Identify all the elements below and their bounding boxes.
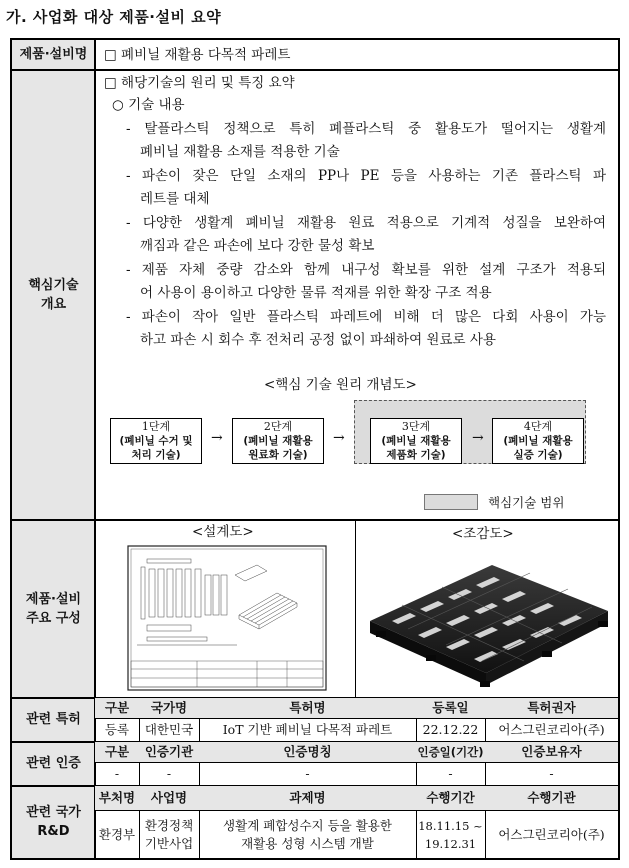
cert-label-cell [12,742,95,786]
step-4-stage: 4단계 [523,420,553,433]
bullet-5-line2: 하고 파손 시 회수 후 전처리 공정 없이 파쇄하여 원료로 사용 [140,332,496,348]
cert-header-holder: 인증보유자 [485,742,618,762]
patent-type: 등록 [104,722,130,737]
structure-label-line1: 제품·설비 [25,591,82,607]
summary-table [10,38,620,860]
diagram-title: <핵심 기술 원리 개념도> [264,377,417,393]
structure-label-cell [12,520,95,698]
design-drawing [127,545,327,691]
arrow-3: → [472,430,484,446]
rnd-program [139,811,199,858]
product-label-cell [12,40,95,70]
step-2-stage: 2단계 [263,420,293,433]
rnd-header-ministry: 부처명 [95,786,139,810]
rnd-task-line1: 생활계 폐합성수지 등을 활용한 [223,817,392,833]
legend-swatch [424,494,478,510]
core-label-line2: 개요 [40,297,67,312]
rnd-label-line2: R&D [37,824,70,839]
step-1-line2: 처리 기술) [131,449,181,461]
rnd-header-period: 수행기간 [416,786,485,810]
bullet-5-line1: - 파손이 작아 일반 플라스틱 파레트에 비해 더 많은 다회 사용이 가능 [126,309,606,325]
patent-country: 대한민국 [144,722,194,737]
step-4-box [492,418,584,464]
content-title: ○ 기술 내용 [112,97,185,113]
step-3-line2: 제품화 기술) [386,449,446,461]
cert-header-name: 인증명칭 [199,742,416,762]
cert-header-date: 인증일(기간) [416,742,485,762]
core-label-cell [12,70,95,520]
cert-header-agency: 인증기관 [139,742,199,762]
summary-title: □ 해당기술의 원리 및 특징 요약 [104,75,295,91]
bullet-2-line1: - 파손이 잦은 단일 소재의 PP나 PE 등을 사용하는 기존 플라스틱 파 [126,168,606,184]
bullet-1-line2: 폐비닐 재활용 소재를 적용한 기술 [140,144,340,160]
step-3-line1: (폐비닐 재활용 [381,435,451,447]
patent-header-type: 구분 [95,698,139,718]
patent-header-country: 국가명 [139,698,199,718]
bullet-3-line2: 깨짐과 같은 파손에 보다 강한 물성 확보 [140,238,375,254]
structure-label-line2: 주요 구성 [26,611,81,626]
patent-label: 관련 특허 [26,712,81,728]
cert-header-type: 구분 [95,742,139,762]
bullet-1-line1: - 탈플라스틱 정책으로 특히 폐플라스틱 중 활용도가 떨어지는 생활계 [126,121,606,137]
rnd-header-task: 과제명 [199,786,416,810]
legend-label: 핵심기술 범위 [488,495,565,510]
cert-date: - [448,766,453,781]
pallet-view [362,545,616,693]
bullet-2-line2: 레트를 대체 [140,191,210,207]
arrow-2: → [333,430,345,446]
step-1-stage: 1단계 [141,420,171,433]
step-4-line1: (폐비닐 재활용 [503,435,573,447]
step-2-line1: (폐비닐 재활용 [243,435,313,447]
product-label: 제품·설비명 [19,47,88,63]
patent-name: IoT 기반 폐비닐 다목적 파레트 [222,722,393,737]
cert-name: - [305,766,310,781]
step-2-box [232,418,324,464]
patent-date: 22.12.22 [422,722,479,737]
step-3-box [370,418,462,464]
step-2-line2: 원료화 기술) [248,449,308,461]
arrow-1: → [211,430,223,446]
core-label-line1: 핵심기술 [28,277,79,293]
rnd-org: 어스그린코리아(주) [498,826,605,842]
rnd-header-org: 수행기관 [485,786,618,810]
rnd-period-line1: 18.11.15 ~ [418,818,483,833]
cert-agency: - [166,766,172,781]
bullet-4-line1: - 제품 자체 중량 감소와 함께 내구성 확보를 위한 설계 구조가 적용되 [126,262,606,278]
patent-holder: 어스그린코리아(주) [498,722,605,737]
rnd-program-line1: 환경정책 [144,817,194,833]
patent-header-holder: 특허권자 [485,698,618,718]
design-caption: <설계도> [192,524,254,540]
step-1-box [110,418,202,464]
rnd-ministry: 환경부 [98,826,136,842]
patent-header-date: 등록일 [416,698,485,718]
bullet-4-line2: 어 사용이 용이하고 다양한 물류 적재를 위한 확장 구조 적용 [140,285,492,301]
rnd-task-line2: 재활용 성형 시스템 개발 [241,835,374,851]
bullet-3-line1: - 다양한 생활계 폐비닐 재활용 원료 적용으로 기계적 성질을 보완하여 [126,215,606,231]
patent-header-name: 특허명 [199,698,416,718]
rnd-label-line1: 관련 국가 [26,804,81,820]
step-1-line1: (폐비닐 수거 및 [119,435,193,447]
section-heading: 가. 사업화 대상 제품·설비 요약 [6,8,222,26]
rnd-period-line2: 19.12.31 [424,836,477,851]
view-caption: <조감도> [452,526,514,542]
rnd-period [416,811,485,858]
rnd-label-cell [12,786,95,858]
patent-label-cell [12,698,95,742]
rnd-program-line2: 기반사업 [144,835,194,851]
product-name: □ 폐비닐 재활용 다목적 파레트 [104,47,291,63]
rnd-task [199,811,416,858]
cert-type: - [114,766,120,781]
cert-label: 관련 인증 [26,756,81,772]
rnd-header-program: 사업명 [139,786,199,810]
cert-holder: - [549,766,554,781]
step-3-stage: 3단계 [401,420,431,433]
step-4-line2: 실증 기술) [513,449,563,461]
